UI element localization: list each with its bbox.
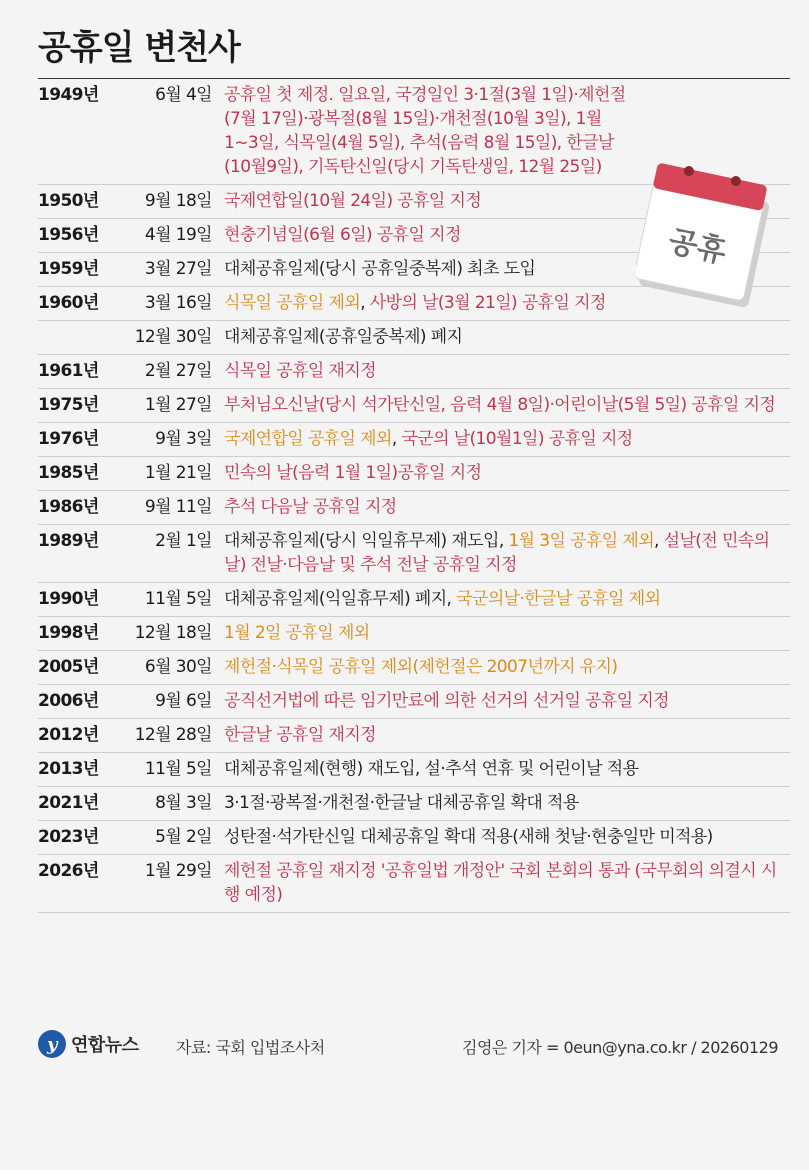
description-segment: 부처님오신날(당시 석가탄신일, 음력 4월 8일)·어린이날(5월 5일) 공휴일 지정 — [224, 395, 776, 415]
row-year: 1985년 — [38, 463, 99, 483]
description-segment: , — [391, 429, 402, 449]
row-description — [224, 587, 790, 611]
yonhap-logo — [38, 1030, 139, 1058]
row-year: 2021년 — [38, 793, 99, 813]
description-segment: 국군의 날(10월1일) 공휴일 지정 — [401, 429, 633, 449]
row-date: 6월 4일 — [155, 85, 212, 105]
row-description — [224, 495, 790, 519]
description-segment: 한글날 공휴일 재지정 — [224, 725, 377, 745]
row-year: 2012년 — [38, 725, 99, 745]
description-segment: 제헌절 공휴일 재지정 '공휴일법 개정안' 국회 본회의 통과 (국무회의 의결시 시행 예정) — [224, 861, 777, 905]
row-year: 2005년 — [38, 657, 99, 677]
row-date: 2월 27일 — [144, 361, 212, 381]
row-date: 3월 16일 — [144, 293, 212, 313]
logo-mark: y — [38, 1030, 66, 1058]
row-description — [224, 791, 790, 815]
description-segment: 1월 2일 공휴일 제외 — [224, 623, 370, 643]
logo-text: 연합뉴스 — [71, 1035, 139, 1056]
row-description — [224, 757, 790, 781]
timeline-row — [38, 491, 790, 525]
timeline-row — [38, 457, 790, 491]
description-segment: 사방의 날(3월 21일) 공휴일 지정 — [369, 293, 606, 313]
row-date: 2월 1일 — [155, 531, 212, 551]
row-date: 12월 30일 — [134, 327, 212, 347]
row-year: 1986년 — [38, 497, 99, 517]
row-year: 1949년 — [38, 85, 99, 105]
row-description — [224, 359, 790, 383]
row-description — [224, 461, 790, 485]
row-description — [224, 825, 790, 849]
description-segment: 제헌절·식목일 공휴일 제외(제헌절은 2007년까지 유지) — [224, 657, 618, 677]
description-segment: 식목일 공휴일 제외 — [224, 293, 361, 313]
calendar-icon — [636, 160, 776, 310]
row-date: 12월 28일 — [134, 725, 212, 745]
timeline-row — [38, 321, 790, 355]
description-segment: 설날(전 민속의 날) 전날·다음날 및 추석 전날 공휴일 지정 — [224, 531, 770, 575]
row-year: 1975년 — [38, 395, 99, 415]
source-text: 자료: 국회 입법조사처 — [176, 1038, 325, 1057]
description-segment: 추석 다음날 공휴일 지정 — [224, 497, 397, 517]
description-segment: 현충기념일(6월 6일) 공휴일 지정 — [224, 225, 461, 245]
timeline-row — [38, 617, 790, 651]
description-segment: 3·1절·광복절·개천절·한글날 대체공휴일 확대 적용 — [224, 793, 579, 813]
timeline-row — [38, 355, 790, 389]
calendar-label: 공휴 — [665, 223, 730, 271]
row-date: 9월 18일 — [144, 191, 212, 211]
row-date: 9월 11일 — [144, 497, 212, 517]
row-description — [224, 325, 790, 349]
description-segment: 국제연합일 공휴일 제외 — [224, 429, 392, 449]
row-date: 4월 19일 — [144, 225, 212, 245]
description-segment: , — [360, 293, 370, 313]
timeline-row — [38, 423, 790, 457]
row-year: 1976년 — [38, 429, 99, 449]
row-year: 2006년 — [38, 691, 99, 711]
description-segment: 대체공휴일제(공휴일중복제) 폐지 — [224, 327, 463, 347]
timeline-row — [38, 719, 790, 753]
row-date: 9월 3일 — [155, 429, 212, 449]
description-segment: 국제연합일(10월 24일) 공휴일 지정 — [224, 191, 482, 211]
row-description — [224, 529, 790, 577]
description-segment: 대체공휴일제(당시 익일휴무제) 재도입, — [224, 531, 509, 551]
description-segment: , — [654, 531, 664, 551]
timeline-row — [38, 855, 790, 913]
timeline-row — [38, 651, 790, 685]
row-description — [224, 621, 790, 645]
row-year: 1990년 — [38, 589, 99, 609]
row-description — [224, 689, 790, 713]
row-year: 2026년 — [38, 861, 99, 881]
row-date: 1월 27일 — [144, 395, 212, 415]
timeline-row — [38, 525, 790, 583]
timeline-row — [38, 821, 790, 855]
page-title: 공휴일 변천사 — [38, 28, 240, 68]
row-description — [224, 723, 790, 747]
description-segment: 대체공휴일제(현행) 재도입, 설·추석 연휴 및 어린이날 적용 — [224, 759, 639, 779]
timeline-row — [38, 389, 790, 423]
row-year: 2023년 — [38, 827, 99, 847]
description-segment: 1월 3일 공휴일 제외 — [508, 531, 655, 551]
row-year: 1998년 — [38, 623, 99, 643]
description-segment: 공휴일 첫 제정. 일요일, 국경일인 3·1절(3월 1일)·제헌절(7월 17일)·광복절(8월 15일)·개천절(10월 3일), 1월 1~3일, 식목일(4월 5일), 추석(음력 8월 15일), 한글날(10월9일), 기독탄신일(당시 기독탄생일, 12월 25일) — [224, 85, 626, 177]
row-year: 1960년 — [38, 293, 99, 313]
row-date: 1월 21일 — [144, 463, 212, 483]
row-date: 5월 2일 — [155, 827, 212, 847]
row-year: 1959년 — [38, 259, 99, 279]
description-segment: 식목일 공휴일 재지정 — [224, 361, 377, 381]
row-year: 1950년 — [38, 191, 99, 211]
timeline-row — [38, 753, 790, 787]
row-date: 6월 30일 — [144, 657, 212, 677]
description-segment: 공직선거법에 따른 임기만료에 의한 선거의 선거일 공휴일 지정 — [224, 691, 669, 711]
description-segment: 국군의날·한글날 공휴일 제외 — [456, 589, 661, 609]
row-description — [224, 393, 790, 417]
row-description — [224, 655, 790, 679]
credit-text: 김영은 기자 = 0eun@yna.co.kr / 20260129 — [462, 1038, 778, 1057]
row-date: 3월 27일 — [144, 259, 212, 279]
footer — [38, 1030, 790, 1070]
description-segment: 성탄절·석가탄신일 대체공휴일 확대 적용(새해 첫날·현충일만 미적용) — [224, 827, 713, 847]
row-year: 2013년 — [38, 759, 99, 779]
row-description — [224, 427, 790, 451]
row-year: 1989년 — [38, 531, 99, 551]
row-date: 8월 3일 — [155, 793, 212, 813]
timeline-row — [38, 685, 790, 719]
row-date: 12월 18일 — [134, 623, 212, 643]
row-year: 1956년 — [38, 225, 99, 245]
timeline-row — [38, 583, 790, 617]
row-date: 11월 5일 — [144, 759, 212, 779]
row-date: 11월 5일 — [144, 589, 212, 609]
description-segment: 대체공휴일제(익일휴무제) 폐지, — [224, 589, 457, 609]
row-date: 1월 29일 — [144, 861, 212, 881]
row-year: 1961년 — [38, 361, 99, 381]
row-description — [224, 859, 790, 907]
row-date: 9월 6일 — [155, 691, 212, 711]
description-segment: 대체공휴일제(당시 공휴일중복제) 최초 도입 — [224, 259, 536, 279]
timeline-row — [38, 787, 790, 821]
description-segment: 민속의 날(음력 1월 1일)공휴일 지정 — [224, 463, 482, 483]
